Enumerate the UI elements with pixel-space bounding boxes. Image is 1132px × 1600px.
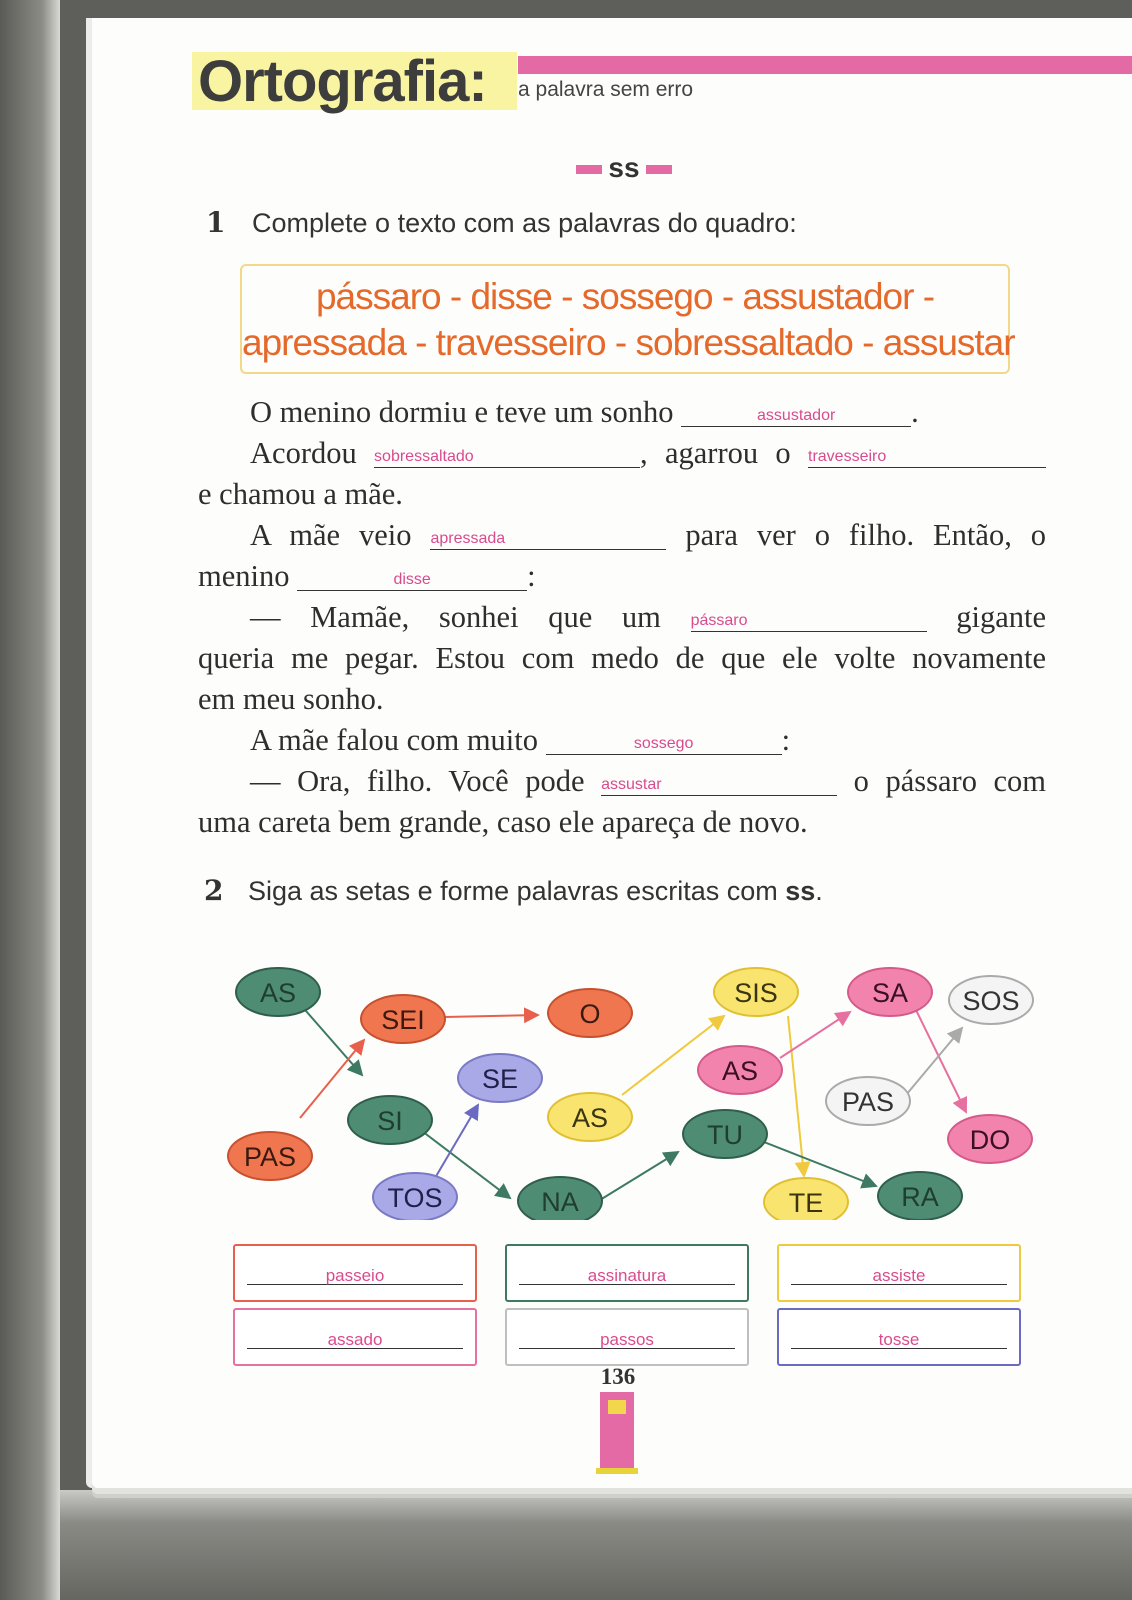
answer-box[interactable] bbox=[777, 1308, 1021, 1366]
answer-box[interactable] bbox=[233, 1308, 477, 1366]
svg-text:PAS: PAS bbox=[841, 1087, 895, 1117]
answer-text: assado bbox=[327, 1330, 383, 1349]
syllable-node bbox=[714, 968, 798, 1016]
svg-text:SE: SE bbox=[481, 1064, 519, 1094]
syllable-node bbox=[361, 995, 445, 1043]
svg-text:O: O bbox=[579, 999, 601, 1029]
story-line: O menino dormiu e teve um sonho assustador . bbox=[250, 395, 919, 429]
syllable-node bbox=[373, 1173, 457, 1220]
answer-box[interactable] bbox=[505, 1244, 749, 1302]
syllable-node bbox=[348, 1096, 432, 1144]
svg-text:TOS: TOS bbox=[387, 1183, 443, 1213]
blank-5[interactable]: disse bbox=[297, 572, 527, 591]
answer-box[interactable] bbox=[233, 1244, 477, 1302]
section-label: ss bbox=[608, 152, 640, 183]
svg-text:RA: RA bbox=[901, 1182, 939, 1212]
arrow bbox=[600, 1152, 678, 1200]
svg-text:AS: AS bbox=[571, 1103, 609, 1133]
exercise-2-number: 2 bbox=[204, 874, 224, 907]
svg-text:DO: DO bbox=[969, 1125, 1011, 1155]
answer-text: assinatura bbox=[587, 1266, 667, 1285]
syllable-node bbox=[236, 968, 320, 1016]
answer-text: tosse bbox=[878, 1330, 920, 1349]
exercise-1-number: 1 bbox=[206, 206, 226, 239]
story-line: Acordou sobressaltado , agarrou o travesseiro bbox=[198, 433, 1046, 474]
syllable-node bbox=[228, 1132, 312, 1180]
book-icon bbox=[608, 1400, 626, 1414]
svg-text:SIS: SIS bbox=[734, 978, 778, 1008]
svg-text:SI: SI bbox=[377, 1106, 403, 1136]
svg-text:PAS: PAS bbox=[243, 1142, 297, 1172]
arrow bbox=[435, 1105, 478, 1178]
story-line: uma careta bem grande, caso ele apareça de novo. bbox=[198, 805, 808, 839]
story-line: e chamou a mãe. bbox=[198, 477, 403, 511]
syllable-node bbox=[518, 1177, 602, 1220]
story-line: — Ora, filho. Você pode assustar o pássaro com bbox=[250, 764, 1047, 798]
blank-3[interactable]: travesseiro bbox=[808, 449, 1046, 468]
answer-box[interactable] bbox=[777, 1244, 1021, 1302]
syllable-node bbox=[826, 1077, 910, 1125]
syllable-node bbox=[698, 1046, 782, 1094]
syllable-node bbox=[878, 1172, 962, 1220]
svg-text:TE: TE bbox=[788, 1188, 824, 1218]
exercise-1-instruction: Complete o texto com as palavras do quadro: bbox=[252, 208, 797, 238]
story-line: queria me pegar. Estou com medo de que ele volte novamente bbox=[198, 641, 1046, 675]
blank-8[interactable]: assustar bbox=[601, 777, 837, 796]
svg-text:NA: NA bbox=[541, 1187, 579, 1217]
svg-text:SA: SA bbox=[871, 978, 909, 1008]
blank-6[interactable]: pássaro bbox=[691, 613, 927, 632]
scan-bottom bbox=[60, 1490, 1132, 1600]
svg-text:SEI: SEI bbox=[381, 1005, 425, 1035]
syllable-node bbox=[764, 1178, 848, 1220]
answer-text: passos bbox=[600, 1330, 654, 1349]
syllable-node bbox=[949, 976, 1033, 1024]
svg-text:AS: AS bbox=[259, 978, 297, 1008]
page-tab bbox=[600, 1392, 634, 1468]
page-title: Ortografia: bbox=[198, 49, 487, 114]
syllable-node bbox=[548, 989, 632, 1037]
word-bank-line-1: pássaro - disse - sossego - assustador - bbox=[315, 276, 935, 317]
tab-foot bbox=[596, 1468, 638, 1474]
blank-4[interactable]: apressada bbox=[430, 531, 666, 550]
blank-7[interactable]: sossego bbox=[546, 736, 782, 755]
story-line: em meu sonho. bbox=[198, 682, 384, 716]
svg-text:AS: AS bbox=[721, 1056, 759, 1086]
syllable-node bbox=[848, 968, 932, 1016]
syllable-node bbox=[948, 1115, 1032, 1163]
page-subtitle: a palavra sem erro bbox=[518, 78, 694, 101]
story-line: A mãe falou com muito sossego : bbox=[250, 723, 791, 757]
syllable-node bbox=[548, 1093, 632, 1141]
page-number: 136 bbox=[600, 1364, 636, 1389]
answer-box[interactable] bbox=[505, 1308, 749, 1366]
exercise-2-instruction: Siga as setas e forme palavras escritas com ss. bbox=[248, 876, 823, 906]
syllable-node bbox=[458, 1054, 542, 1102]
word-bank-line-2: apressada - travesseiro - sobressaltado - assustar bbox=[242, 322, 1015, 363]
story-line: menino disse : bbox=[198, 559, 536, 593]
arrow bbox=[916, 1010, 966, 1112]
answer-text: passeio bbox=[325, 1266, 385, 1285]
svg-text:SOS: SOS bbox=[962, 986, 1020, 1016]
svg-text:TU: TU bbox=[707, 1120, 743, 1150]
syllable-node bbox=[683, 1110, 767, 1158]
blank-2[interactable]: sobressaltado bbox=[374, 449, 640, 468]
blank-1[interactable]: assustador bbox=[681, 408, 911, 427]
answer-text: assiste bbox=[872, 1266, 926, 1285]
story-line: A mãe veio apressada para ver o filho. Então, o bbox=[250, 518, 1047, 552]
arrow bbox=[445, 1015, 538, 1017]
story-line: — Mamãe, sonhei que um pássaro gigante bbox=[250, 600, 1047, 634]
